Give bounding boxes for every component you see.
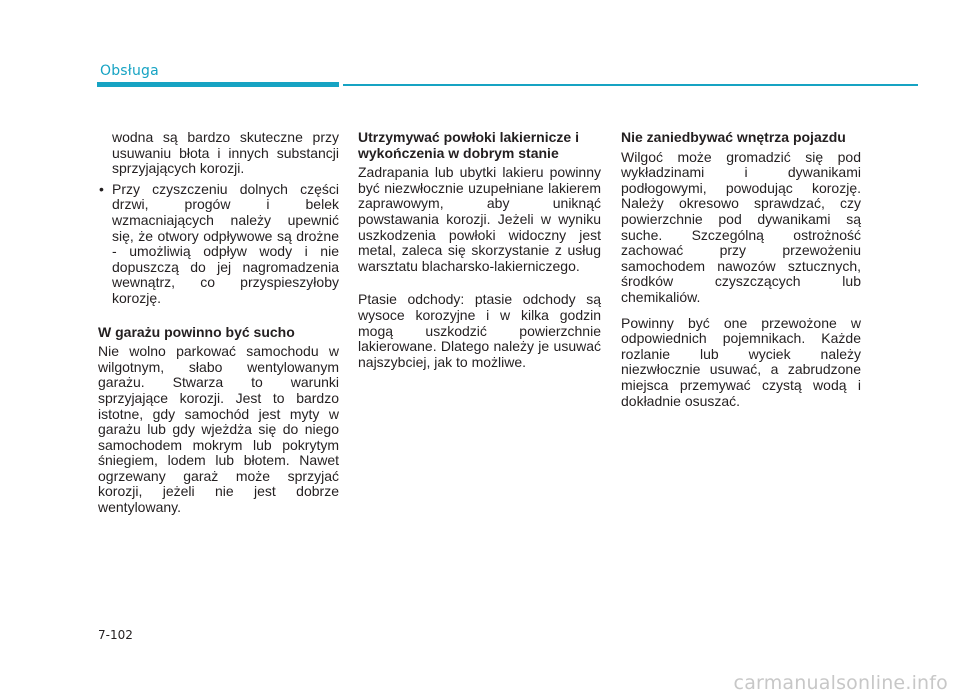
paragraph-paint-repair: Zadrapania lub ubytki lakieru powinny być niezwłocznie uzupełniane lakierem zaprawowym, aby uniknąć powstawania korozji. Jeżeli w wyniku uszkodzenia powłoki widoczny jest metal, zaleca się skorzystanie z usług warsztatu blacharsko-lakierniczego. — [358, 164, 601, 274]
paragraph-bird-droppings: Ptasie odchody: ptasie odchody są wysoce korozyjne i w kilka godzin mogą uszkodzić powierzchnie lakierowane. Dlatego należy je usuwać najszybciej, jak to możliwe. — [358, 291, 601, 370]
bullet-item — [98, 182, 339, 307]
paragraph-interior-containers: Powinny być one przewożone w odpowiednich pojemnikach. Każde rozlanie lub wyciek należy niezwłocznie usuwać, a zabrudzone miejsca przemywać czystą wodą i dokładnie osuszać. — [621, 314, 861, 409]
section-title: Obsługa — [100, 63, 159, 79]
bullet-icon: • — [99, 180, 104, 197]
header-rule-thin — [343, 84, 918, 86]
column-left — [98, 130, 339, 516]
paragraph-dry-garage: Nie wolno parkować samochodu w wilgotnym, słabo wentylowanym garażu. Stwarza to warunki sprzyjające korozji. Jest to bardzo istotne, gdy samochód jest myty w garażu lub gdy wjeżdża się do niego samochodem mokrym lub pokrytym śniegiem, lodem lub błotem. Nawet ogrzewany garaż może sprzyjać korozji, jeżeli nie jest dobrze wentylowany. — [98, 343, 339, 516]
continued-paragraph: wodna są bardzo skuteczne przy usuwaniu błota i innych substancji sprzyjających korozji. — [112, 129, 339, 177]
header-rule-thick — [97, 82, 339, 87]
column-middle — [358, 130, 601, 370]
bullet-text: Przy czyszczeniu dolnych części drzwi, progów i belek wzmacniających należy upewnić się, że otwory odpływowe są drożne - umożliwią odpływ wody i nie dopuszczą do jej nagromadzenia wewnątrz, co przyspieszyłoby korozję. — [112, 180, 339, 306]
page-number: 7-102 — [98, 628, 133, 642]
heading-paint-maintenance: Utrzymywać powłoki lakiernicze i wykończenia w dobrym stanie — [358, 129, 579, 161]
heading-dry-garage: W garażu powinno być sucho — [98, 323, 295, 340]
heading-interior: Nie zaniedbywać wnętrza pojazdu — [621, 129, 846, 145]
paragraph-interior-moisture: Wilgoć może gromadzić się pod wykładzinami i dywanikami podłogowymi, powodując korozję. Należy okresowo sprawdzać, czy powierzchnie pod dywanikami są suche. Szczególną ostrożność zachować przy przewożeniu samochodem nawozów sztucznych, środków czyszczących lub chemikaliów. — [621, 148, 861, 305]
column-right — [621, 130, 861, 409]
watermark-logo: carmanualsonline.info — [733, 672, 948, 694]
